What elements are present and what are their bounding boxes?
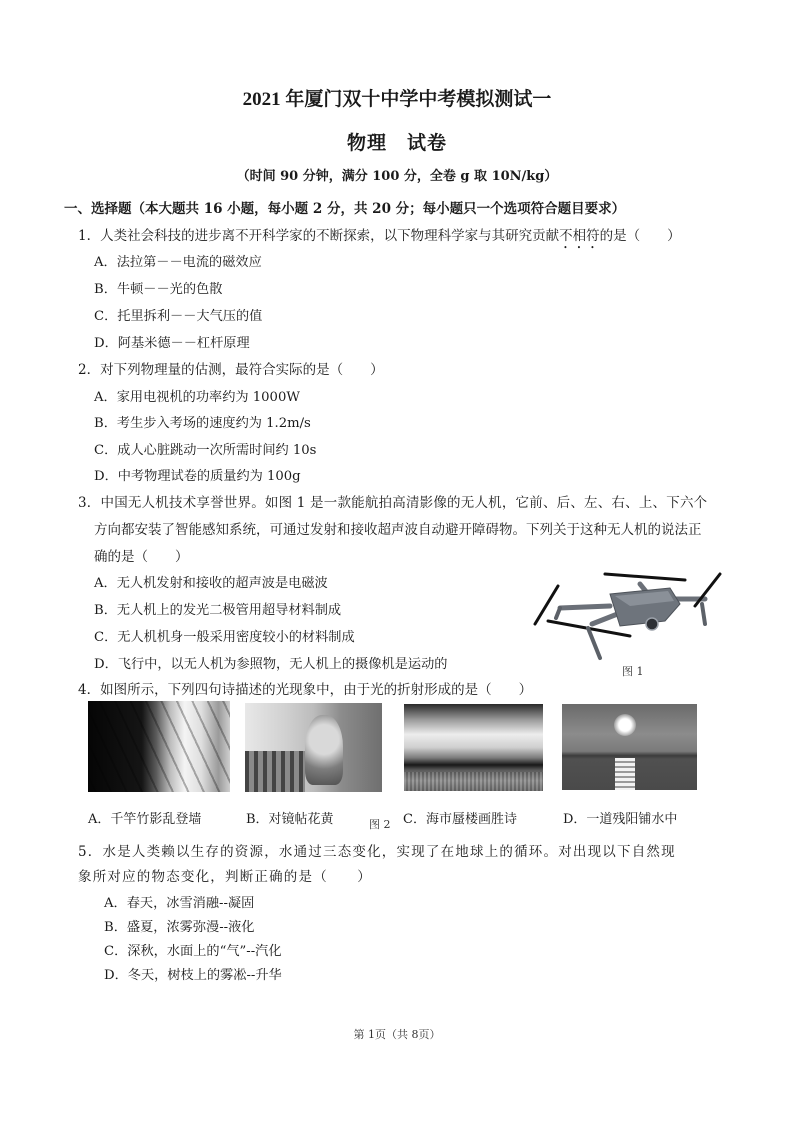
q1-option-d: D．阿基米德－－杠杆原理 (94, 336, 250, 351)
q1-stem-text: 1．人类社会科技的进步离不开科学家的不断探索，以下物理科学家与其研究贡献 (78, 228, 560, 244)
mirror-painting-image (245, 703, 382, 792)
q5-option-c: C．深秋，水面上的“气”--汽化 (104, 944, 282, 959)
drone-image (530, 566, 740, 661)
figure-2-caption: 图 2 (369, 818, 391, 831)
q3-option-a: A．无人机发射和接收的超声波是电磁波 (94, 576, 328, 591)
q1-option-a: A．法拉第－－电流的磁效应 (94, 255, 262, 270)
q3-option-b: B．无人机上的发光二极管用超导材料制成 (94, 603, 342, 618)
q3-option-d: D．飞行中，以无人机为参照物，无人机上的摄像机是运动的 (94, 657, 448, 672)
question-3-stem-line-1: 3．中国无人机技术享誉世界。如图 1 是一款能航拍高清影像的无人机，它前、后、左、右、上、下六个 (78, 495, 708, 511)
q2-option-b: B．考生步入考场的速度约为 1.2m/s (94, 416, 311, 431)
q4-option-d: D．一道残阳铺水中 (563, 812, 678, 827)
question-2-stem: 2．对下列物理量的估测，最符合实际的是（ ） (78, 362, 384, 378)
mirage-image (404, 704, 543, 791)
q2-option-a: A．家用电视机的功率约为 1000W (94, 390, 300, 405)
q1-emphasis: 不相符 (559, 228, 600, 244)
bamboo-shadow-image (88, 701, 230, 792)
q2-option-c: C．成人心脏跳动一次所需时间约 10s (94, 443, 317, 458)
exam-info: （时间 90 分钟，满分 100 分，全卷 g 取 10N/kg） (236, 169, 558, 184)
sunset-water-image (562, 704, 697, 790)
q4-option-b: B．对镜帖花黄 (246, 812, 334, 827)
q4-option-a: A．千竿竹影乱登墙 (88, 812, 202, 827)
q1-option-c: C．托里拆利－－大气压的值 (94, 309, 263, 324)
question-1-stem (78, 224, 681, 252)
figure-1-caption: 图 1 (622, 665, 644, 678)
q5-option-a: A．春天，冰雪消融--凝固 (104, 896, 255, 911)
q4-option-c: C．海市蜃楼画胜诗 (403, 812, 517, 827)
section-heading: 一、选择题（本大题共 16 小题，每小题 2 分，共 20 分；每小题只一个选项符合题目要求） (64, 201, 626, 217)
page-number: 第 1页（共 8页） (353, 1028, 441, 1041)
q1-option-b: B．牛顿－－光的色散 (94, 282, 223, 297)
question-5-stem-line-1: 5．水是人类赖以生存的资源，水通过三态变化，实现了在地球上的循环。对出现以下自然现 (78, 844, 676, 860)
q5-option-d: D．冬天，树枝上的雾凇--升华 (104, 968, 282, 983)
exam-subtitle: 物理 试卷 (346, 132, 447, 154)
exam-title: 2021 年厦门双十中学中考模拟测试一 (242, 89, 552, 110)
question-4-stem: 4．如图所示，下列四句诗描述的光现象中，由于光的折射形成的是（ ） (78, 682, 533, 698)
question-5-stem-line-2: 象所对应的物态变化，判断正确的是（ ） (78, 869, 372, 885)
q1-stem-end: 的是（ ） (599, 228, 681, 244)
question-3-stem-line-3: 确的是（ ） (94, 549, 189, 565)
question-3-stem-line-2: 方向都安装了智能感知系统，可通过发射和接收超声波自动避开障碍物。下列关于这种无人机的说法正 (94, 522, 702, 538)
q5-option-b: B．盛夏，浓雾弥漫--液化 (104, 920, 255, 935)
q2-option-d: D．中考物理试卷的质量约为 100g (94, 469, 301, 484)
q3-option-c: C．无人机机身一般采用密度较小的材料制成 (94, 630, 355, 645)
